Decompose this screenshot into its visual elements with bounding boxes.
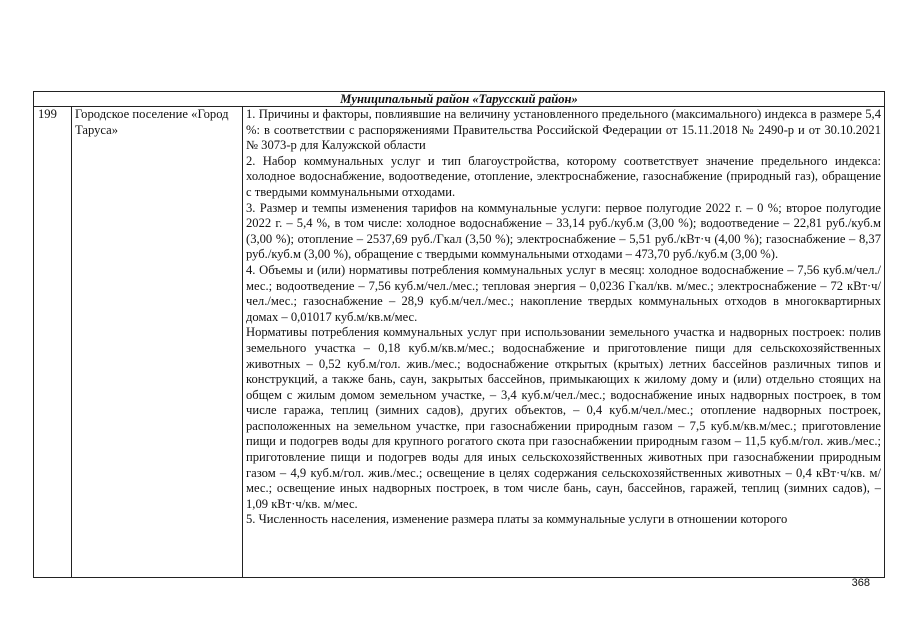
page-number: 368	[851, 577, 870, 589]
row-description	[243, 107, 885, 578]
paragraph-4: 4. Объемы и (или) нормативы потребления коммунальных услуг в месяц: холодное водоснабжение – 7,56 куб.м/чел./мес.; водоотведение – 7,56 куб.м/чел./мес.; тепловая энергия – 0,0236 Гкал/кв. м/мес.; электроснабжение – 72 кВт·ч/чел./мес.; газоснабжение – 28,9 куб.м/чел./мес.; накопление твердых коммунальных отходов в многоквартирных домах – 0,01017 куб.м/кв.м/мес.	[246, 262, 881, 324]
tariff-table	[33, 91, 885, 578]
paragraph-6: 5. Численность населения, изменение размера платы за коммунальные услуги в отношении которого	[246, 512, 788, 527]
region-header-row	[34, 92, 885, 107]
settlement-name: Городское поселение «Город Таруса»	[72, 107, 243, 578]
paragraph-5: Нормативы потребления коммунальных услуг при использовании земельного участка и надворных построек: полив земельного участка – 0,18 куб.м/кв.м/мес.; водоснабжение и приготовление пищи для сельскохозяйственных животных – 0,52 куб.м/гол. жив./мес.; водоснабжение открытых (крытых) летних бассейнов различных типов и конструкций, а также бань, саун, закрытых бассейнов, примыкающих к жилому дому и (или) отдельно стоящих на общем с жилым домом земельном участке, – 3,4 куб.м/чел./мес.; водоснабжение иных надворных построек, в том числе гаража, теплиц (зимних садов), других объектов, – 0,4 куб.м/чел./мес.; отопление надворных построек, расположенных на земельном участке, при газоснабжении природным газом – 7,5 куб.м/кв.м/мес.; приготовление пищи и подогрев воды для крупного рогатого скота при газоснабжении природным газом – 11,5 куб.м/гол. жив./мес.; приготовление пищи и подогрев воды для иных сельскохозяйственных животных при газоснабжении природным газом – 4,9 куб.м/гол. жив./мес.; освещение в целях содержания сельскохозяйственных животных – 0,4 кВт·ч/кв. м/мес.; освещение иных надворных построек, в том числе бань, саун, бассейнов, гаражей, теплиц (зимних садов), – 1,09 кВт·ч/кв. м/мес.	[246, 325, 881, 511]
region-header: Муниципальный район «Тарусский район»	[34, 92, 885, 107]
paragraph-3: 3. Размер и темпы изменения тарифов на коммунальные услуги: первое полугодие 2022 г. – 0 %; второе полугодие 2022 г. – 5,4 %, в том числе: холодное водоснабжение – 33,14 руб./куб.м (3,00 %); водоотведение – 22,81 руб./куб.м (3,00 %); отопление – 2537,69 руб./Гкал (3,50 %); электроснабжение – 5,51 руб./кВт·ч (4,00 %); газоснабжение – 8,37 руб./куб.м (3,00 %), обращение с твердыми коммунальными отходами – 473,70 руб./куб.м (3,00 %).	[246, 200, 881, 262]
description-body	[246, 107, 881, 577]
paragraph-2: 2. Набор коммунальных услуг и тип благоустройства, которому соответствует значение предельного индекса: холодное водоснабжение, водоотведение, отопление, электроснабжение, газоснабжение (природный газ), обращение с твердыми коммунальными отходами.	[246, 153, 881, 199]
paragraph-1: 1. Причины и факторы, повлиявшие на величину установленного предельного (максимального) индекса в размере 5,4 %: в соответствии с распоряжениями Правительства Российской Федерации от 15.11.2018 № 2490-р и от 30.10.2021 № 3073-р для Калужской области	[246, 107, 881, 153]
row-number: 199	[34, 107, 72, 578]
table-row	[34, 107, 885, 578]
